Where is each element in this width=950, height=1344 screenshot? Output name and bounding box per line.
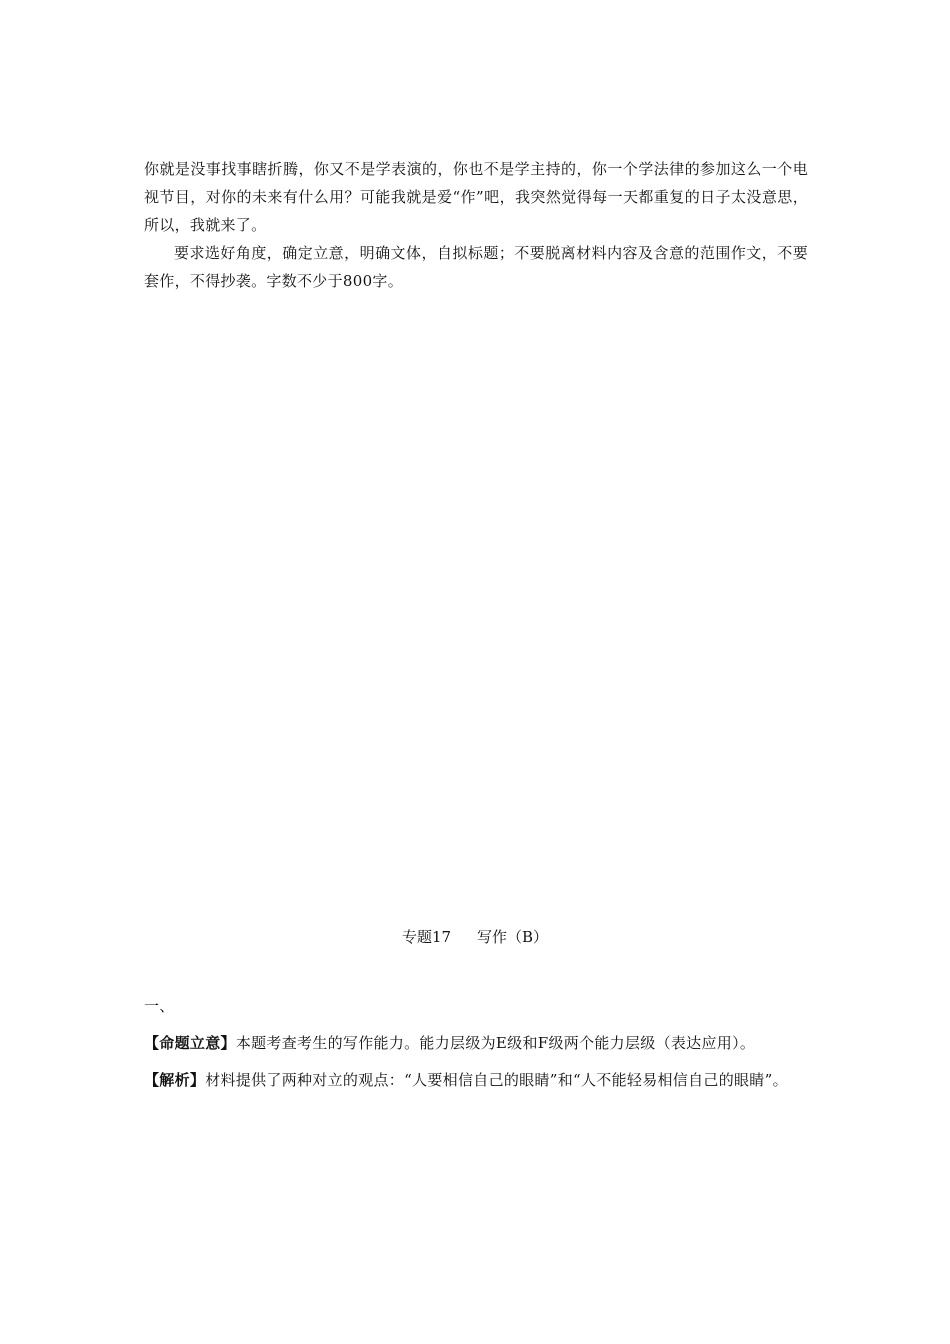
section-title [0, 926, 950, 948]
analysis-paragraph-intent [144, 1025, 808, 1062]
answer-analysis [144, 988, 808, 1099]
prompt-paragraph-requirements: 要求选好角度，确定立意，明确文体，自拟标题；不要脱离材料内容及含意的范围作文，不要套作，不得抄袭。字数不少于800字。 [144, 244, 808, 290]
essay-prompt-text [144, 155, 808, 295]
prompt-paragraph-material: 你就是没事找事瞎折腾，你又不是学表演的，你也不是学主持的，你一个学法律的参加这么一个电视节目，对你的未来有什么用？可能我就是爱“作”吧，我突然觉得每一天都重复的日子太没意思，所以，我就来了。 [144, 160, 808, 234]
section-title-number: 专题17 [401, 928, 452, 946]
intent-text: 本题考查考生的写作能力。能力层级为E级和F级两个能力层级（表达应用）。 [235, 1034, 756, 1052]
item-number: 一、 [144, 997, 175, 1015]
intent-label: 【命题立意】 [144, 1034, 236, 1052]
analysis-paragraph-explanation [144, 1062, 808, 1099]
section-title-name: 写作（B） [477, 928, 549, 946]
explanation-text: 材料提供了两种对立的观点：“人要相信自己的眼睛”和“人不能轻易相信自己的眼睛”。 [205, 1071, 788, 1089]
explanation-label: 【解析】 [144, 1071, 206, 1089]
